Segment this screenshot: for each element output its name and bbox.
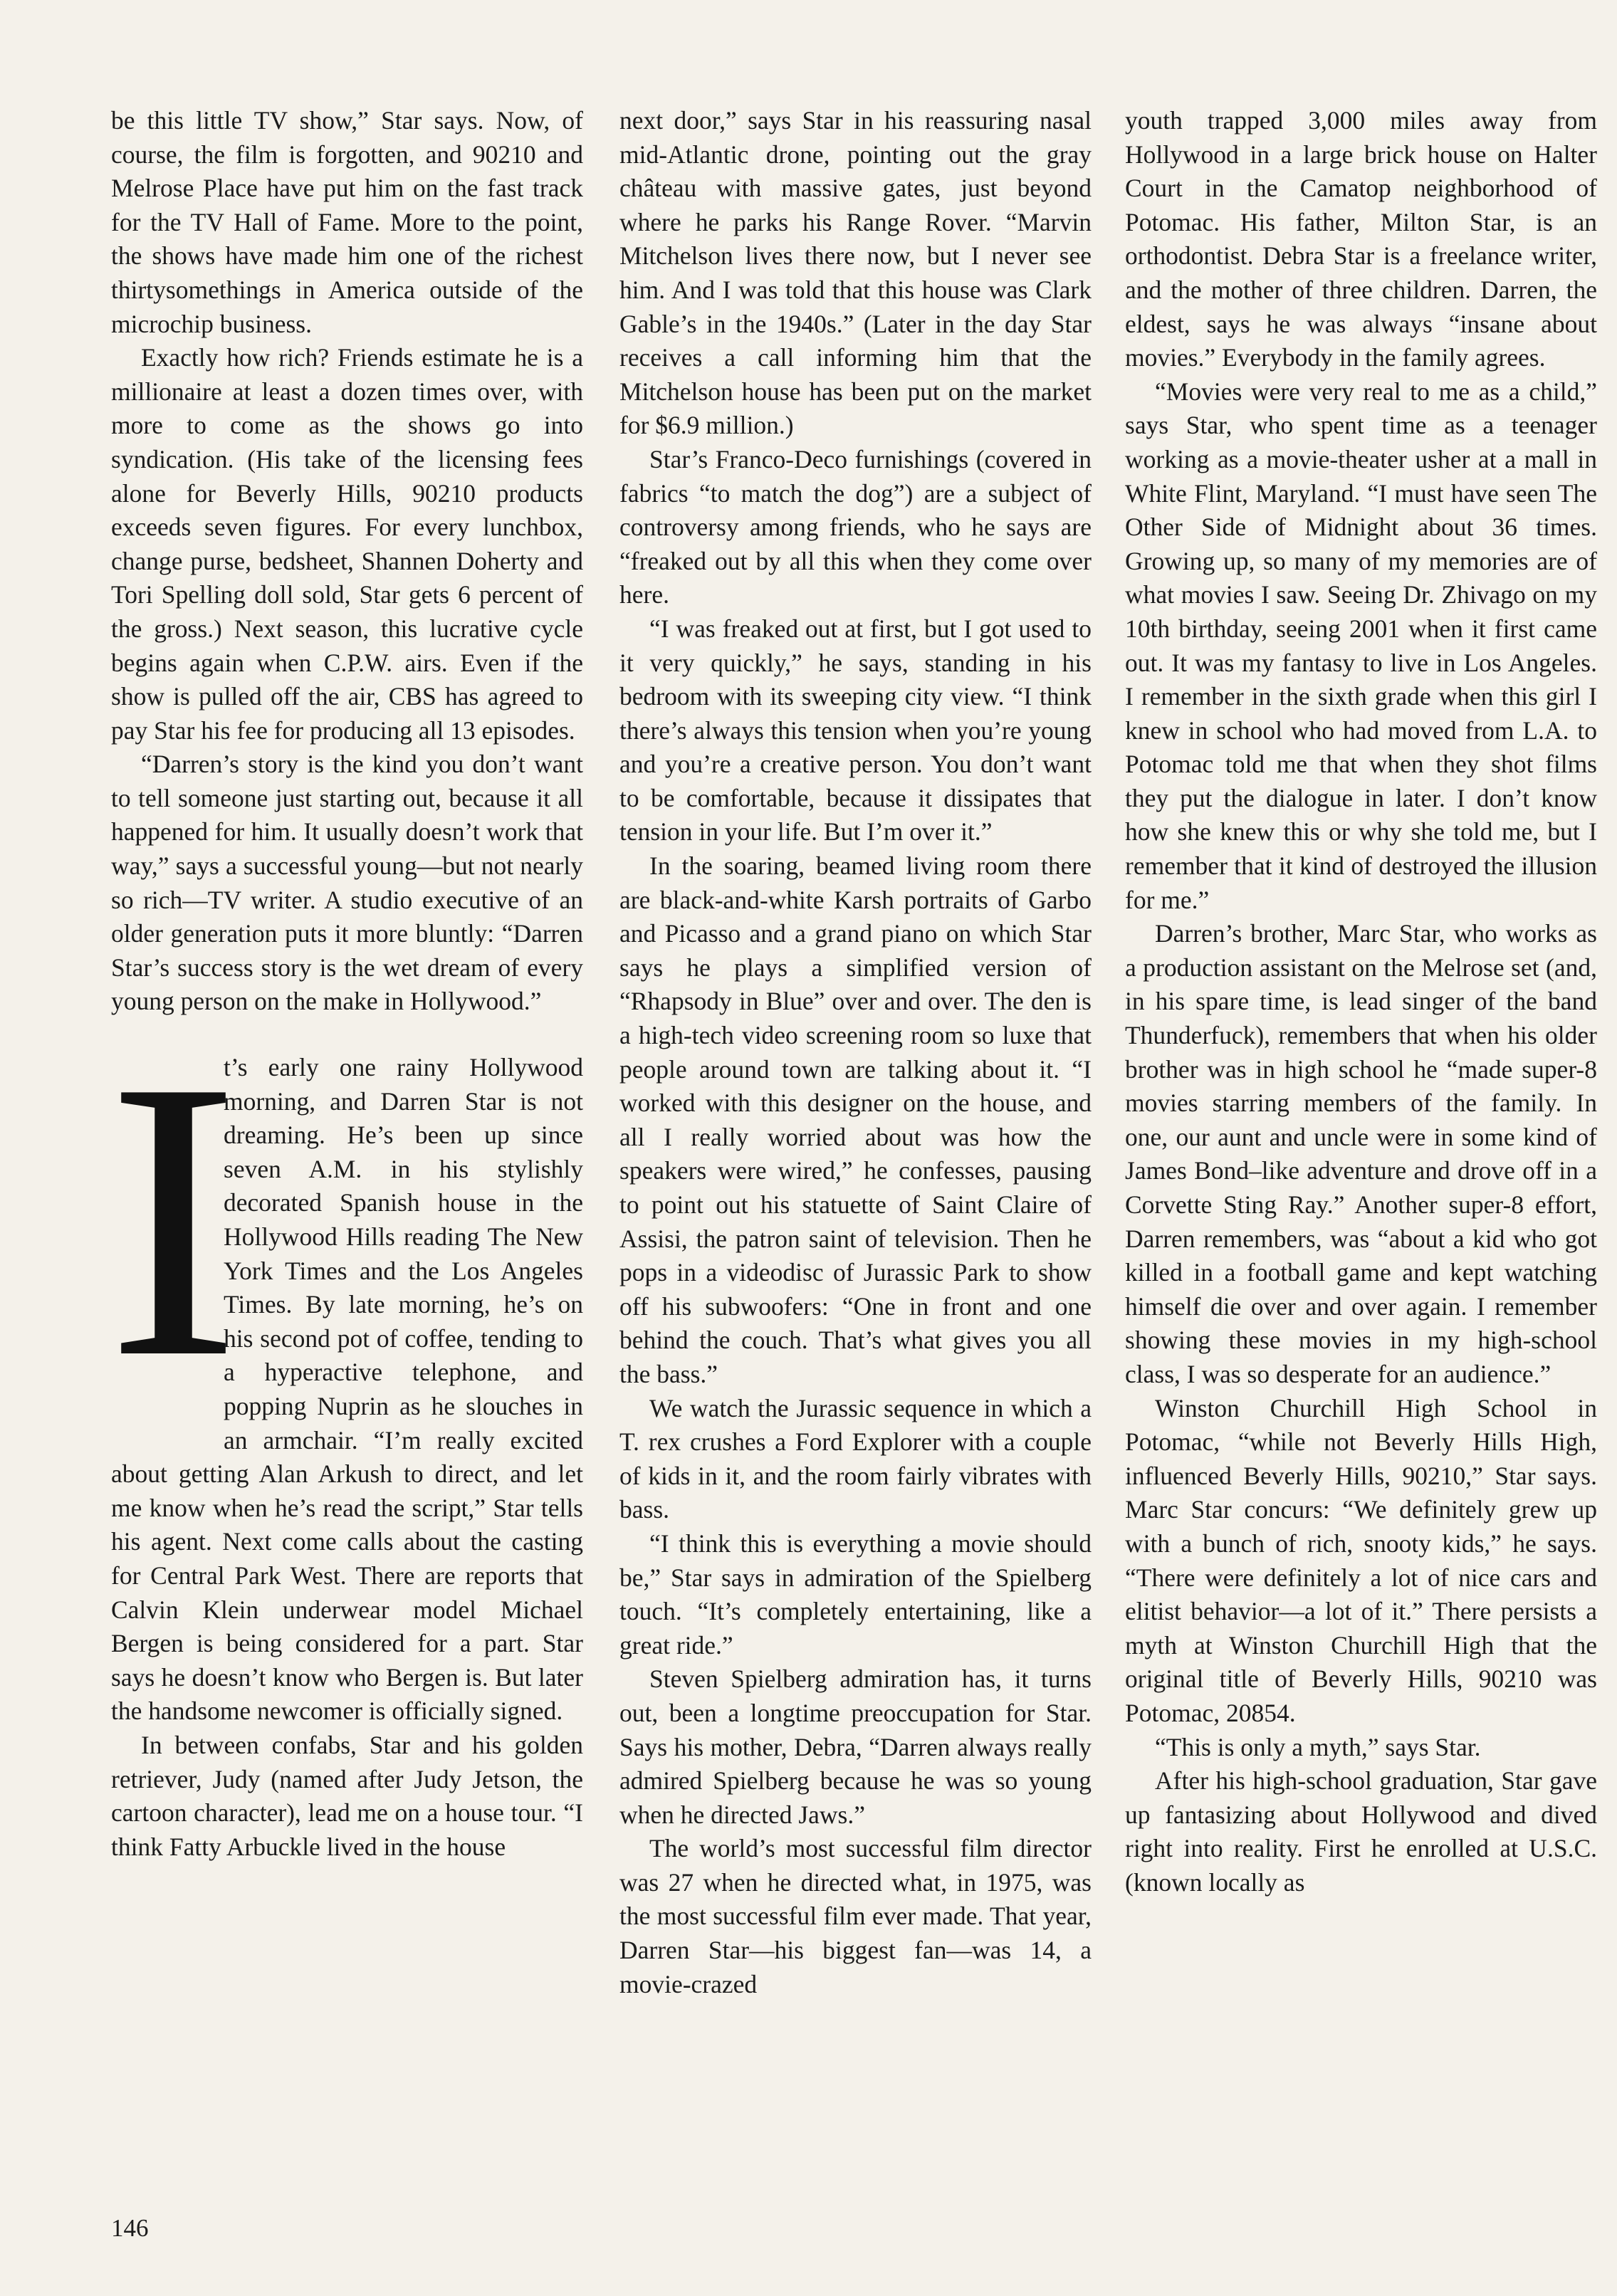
paragraph: Steven Spielberg admiration has, it turns out, been a longtime preoccupation for Star. Says his mother, Debra, “Darren always really admired Spielberg because he was so young when he directed Jaws.”: [619, 1665, 1092, 1829]
paragraph: Darren’s brother, Marc Star, who works as a production assistant on the Melrose set (and, in his spare time, is lead singer of the band Thunderfuck), remembers that when his older brother was in high school he “made super-8 movies starring members of the family. In one, our aunt and uncle were in some kind of James Bond–like adventure and drove off in a Corvette Sting Ray.” Another super-8 effort, Darren remembers, was “about a kid who got killed in a football game and kept watching himself die over and over again. I remember showing these movies in my high-school class, I was so desperate for an audience.”: [1125, 919, 1597, 1388]
paragraph: t’s early one rainy Hollywood morning, and Darren Star is not dreaming. He’s been up since seven A.M. in his stylishly decorated Spanish house in the Hollywood Hills reading The New York Times and the Los Angeles Times. By late morning, he’s on his second pot of coffee, tending to a hyperactive telephone, and popping Nuprin as he slouches in an armchair. “I’m really excited about getting Alan Arkush to direct, and let me know when he’s read the script,” Star tells his agent. Next come calls about the casting for Central Park West. There are reports that Calvin Klein underwear model Michael Bergen is being considered for a part. Star says he doesn’t know who Bergen is. But later the handsome newcomer is officially signed.: [111, 1053, 583, 1726]
paragraph: next door,” says Star in his reassuring nasal mid-Atlantic drone, pointing out the gray château with massive gates, just beyond where he parks his Range Rover. “Marvin Mitchelson lives there now, but I never see him. And I was told that this house was Clark Gable’s in the 1940s.” (Later in the day Star receives a call informing him that the Mitchelson house has been put on the market for $6.9 million.): [619, 106, 1092, 440]
paragraph: Exactly how rich? Friends estimate he is a millionaire at least a dozen times over, with more to come as the shows go into syndication. (His take of the licensing fees alone for Beverly Hills, 90210 products exceeds seven figures. For every lunchbox, change purse, bedsheet, Shannen Doherty and Tori Spelling doll sold, Star gets 6 percent of the gross.) Next season, this lucrative cycle begins again when C.P.W. airs. Even if the show is pulled off the air, CBS has agreed to pay Star his fee for producing all 13 episodes.: [111, 343, 583, 745]
paragraph: “I think this is everything a movie should be,” Star says in admiration of the Spielberg touch. “It’s completely entertaining, like a great ride.”: [619, 1529, 1092, 1660]
paragraph: “I was freaked out at first, but I got used to it very quickly,” he says, standing in his bedroom with its sweeping city view. “I think there’s always this tension when you’re young and you’re a creative person. You don’t want to be comfortable, because it dissipates that tension in your life. But I’m over it.”: [619, 614, 1092, 846]
section-opening: [107, 999, 583, 1729]
page-number: 146: [111, 2214, 149, 2242]
column-3: [1125, 104, 1597, 1899]
paragraph: be this little TV show,” Star says. Now, of course, the film is forgotten, and 90210 and Melrose Place have put him on the fast track for the TV Hall of Fame. More to the point, the shows have made him one of the richest thirtysomethings in America outside of the microchip business.: [111, 106, 583, 338]
column-2: [619, 104, 1092, 2001]
paragraph: The world’s most successful film director was 27 when he directed what, in 1975, was the most successful film ever made. That year, Darren Star—his biggest fan—was 14, a movie-crazed: [619, 1834, 1092, 1998]
paragraph: “This is only a myth,” says Star.: [1155, 1732, 1481, 1761]
paragraph: youth trapped 3,000 miles away from Hollywood in a large brick house on Halter Court in the Camatop neighborhood of Potomac. His father, Milton Star, is an orthodontist. Debra Star is a freelance writer, and the mother of three children. Darren, the eldest, says he was always “insane about movies.” Everybody in the family agrees.: [1125, 106, 1597, 372]
paragraph: In the soaring, beamed living room there are black-and-white Karsh portraits of Garbo and Picasso and a grand piano on which Star says he plays a simplified version of “Rhapsody in Blue” over and over. The den is a high-tech video screening room so luxe that people around town are talking about it. “I worked with this designer on the house, and all I really worried about was how the speakers were wired,” he confesses, pausing to point out his statuette of Saint Claire of Assisi, the patron saint of television. Then he pops in a videodisc of Jurassic Park to show off his subwoofers: “One in front and one behind the couch. That’s what gives you all the bass.”: [619, 851, 1092, 1388]
paragraph: After his high-school graduation, Star gave up fantasizing about Hollywood and dived right into reality. First he enrolled at U.S.C. (known locally as: [1125, 1766, 1597, 1897]
paragraph: In between confabs, Star and his golden retriever, Judy (named after Judy Jetson, the cartoon character), lead me on a house tour. “I think Fatty Arbuckle lived in the house: [111, 1730, 583, 1861]
paragraph: “Movies were very real to me as a child,” says Star, who spent time as a teenager working as a movie-theater usher at a mall in White Flint, Maryland. “I must have seen The Other Side of Midnight about 36 times. Growing up, so many of my memories are of what movies I saw. Seeing Dr. Zhivago on my 10th birthday, seeing 2001 when it first came out. It was my fantasy to live in Los Angeles. I remember in the sixth grade when this girl I knew in school who had moved from L.A. to Potomac told me that when they shot films they put the dialogue in later. I don’t know how she knew this or why she told me, but I remember that it kind of destroyed the illusion for me.”: [1125, 377, 1597, 914]
paragraph: Star’s Franco-Deco furnishings (covered in fabrics “to match the dog”) are a subject of controversy among friends, who he says are “freaked out by all this when they come over here.: [619, 444, 1092, 609]
drop-cap: I: [107, 999, 240, 1441]
paragraph: “Darren’s story is the kind you don’t want to tell someone just starting out, because it all happened for him. It usually doesn’t work that way,” says a successful young—but not nearly so rich—TV writer. A studio executive of an older generation puts it more bluntly: “Darren Star’s success story is the wet dream of every young person on the make in Hollywood.”: [111, 750, 583, 1016]
paragraph: We watch the Jurassic sequence in which a T. rex crushes a Ford Explorer with a couple of kids in it, and the room fairly vibrates with bass.: [619, 1393, 1092, 1524]
column-1: [107, 104, 583, 1864]
paragraph: Winston Churchill High School in Potomac, “while not Beverly Hills High, influenced Beverly Hills, 90210,” Star says. Marc Star concurs: “We definitely grew up with a bunch of rich, snooty kids,” he says. “There were definitely a lot of nice cars and elitist behavior—a lot of it.” There persists a myth at Winston Churchill High that the original title of Beverly Hills, 90210 was Potomac, 20854.: [1125, 1393, 1597, 1727]
